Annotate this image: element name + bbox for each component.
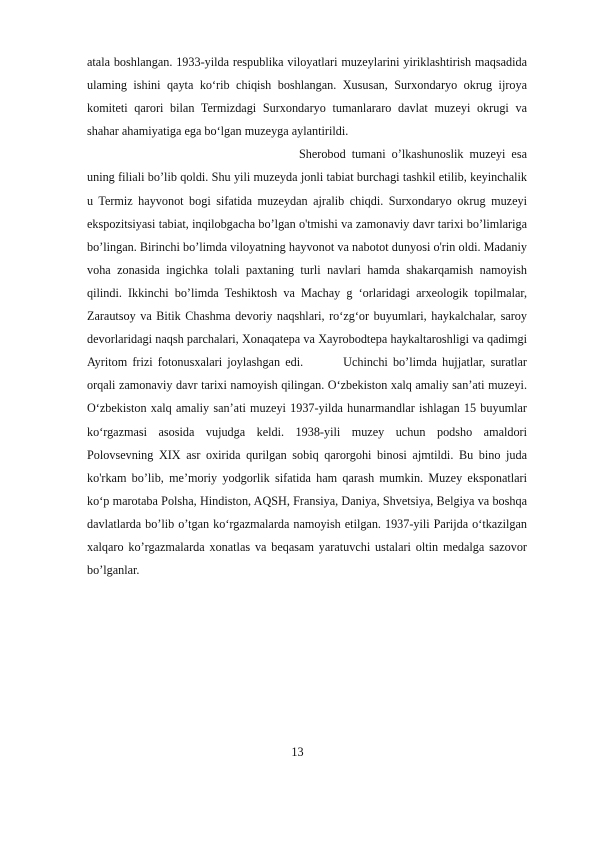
paragraph-2 <box>87 143 527 582</box>
paragraph-1 <box>87 51 527 143</box>
body-text <box>87 51 527 582</box>
page-number: 13 <box>291 745 304 759</box>
paragraph-3-text: Uchinchi bo’limda hujjatlar, suratlar orqali zamonaviy davr tarixi namoyish qilingan. O‘zbekiston xalq amaliy san’ati muzeyi. O‘zbekiston xalq amaliy san’ati muzeyi 1937-yilda hunarmandlar ishlagan 15 buyumlar ko‘rgazmasi asosida vujudga keldi. 1938-yili muzey uchun podsho amaldori Polovsevning XIX asr oxirida qurilgan sobiq qarorgohi binosi ajmtildi. Bu bino juda ko'rkam bo’lib, me’moriy yodgorlik sifatida ham qarash mumkin. Muzey eksponatlari ko‘p marotaba Polsha, Hindiston, AQSH, Fransiya, Daniya, Shvetsiya, Belgiya va boshqa davlatlarda bo’lib o’tgan ko‘rgazmalarda namoyish etilgan. 1937-yili Parijda o‘tkazilgan xalqaro ko’rgazmalarda xonatlas va beqasam yaratuvchi ustalari oltin medalga sazovor bo’lganlar. <box>87 355 527 578</box>
paragraph-1-text: atala boshlangan. 1933-yilda respublika viloyatlari muzeylarini yiriklashtirish maqsadida ulaming ishini qayta ko‘rib chiqish boshlangan. Xususan, Surxondaryo okrug ijroya komiteti qarori bilan Termizdagi Surxondaryo tumanlararo davlat muzeyi okrugi va shahar ahamiyatiga ega bo‘lgan muzeyga aylantirildi. <box>87 55 527 139</box>
paragraph-2-text: Sherobod tumani o’lkashunoslik muzeyi esa uning filiali bo’lib qoldi. Shu yili muzeyda jonli tabiat burchagi tashkil etilib, keyinchalik u Termiz hayvonot bogi sifatida muzeydan ajralib chiqdi. Surxondaryo okrug muzeyi ekspozitsiyasi tabiat, inqilobgacha bo’lgan o'tmishi va zamonaviy davr tarixi bo’limlariga bo’lingan. Birinchi bo’limda viloyatning hayvonot va nabotot dunyosi o'rin oldi. Madaniy voha zonasida ingichka tolali paxtaning turli navlari hamda shakarqamish namoyish qilindi. Ikkinchi bo’limda Teshiktosh va Machay g ‘orlaridagi arxeologik topilmalar, Zarautsoy va Bitik Chashma devoriy naqshlari, ro‘zg‘or buyumlari, haykalchalar, saroy devorlaridagi naqsh parchalari, Xonaqatepa va Xayrobodtepa haykaltaroshligi va qadimgi Ayritom frizi fotonusxalari joylashgan edi. <box>87 147 527 370</box>
